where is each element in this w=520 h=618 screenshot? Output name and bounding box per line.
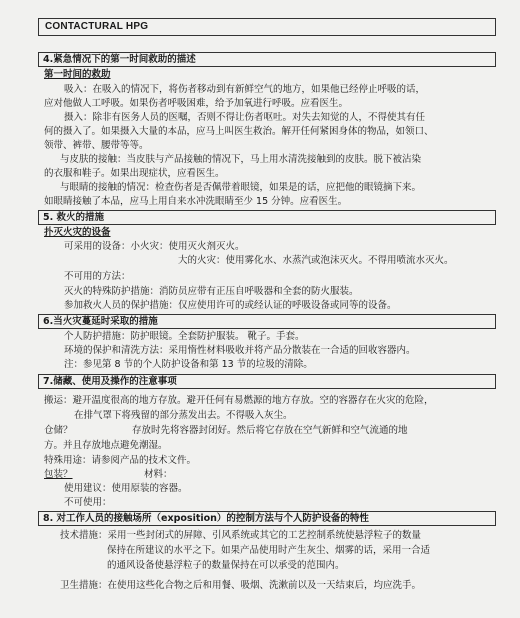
s7-line-3-label: 仓储？	[44, 425, 73, 436]
s4-line-4: 何的摄入了。如果摄入大量的本品，应马上叫医生救治。解开任何紧困身体的物品，如领口、	[44, 126, 434, 137]
s4-line-2: 应对他做人工呼吸。如果伤者呼吸困难，给予加氧进行呼吸。应看医生。	[44, 98, 349, 109]
section-4-subtitle: 第一时间的救助	[44, 69, 111, 80]
s8-line-3: 的通风设备使悬浮粒子的数量保持在可以承受的范围内。	[107, 560, 345, 571]
s5-line-2: 大的火灾：使用雾化水、水蒸汽或泡沫灭火。不得用喷流水灭火。	[178, 255, 454, 266]
s7-line-5: 特殊用途：请参阅产品的技术文件。	[44, 455, 197, 466]
document-header: CONTACTURAL HPG	[38, 18, 496, 36]
s4-line-3: 摄入：除非有医务人员的医嘱，否则不得让伤者呕吐。对失去知觉的人，不得使其有任	[64, 112, 426, 123]
s7-line-4: 方。并且存放地点避免潮湿。	[44, 440, 168, 451]
s8-line-2: 保持在所建议的水平之下。如果产品使用时产生灰尘、烟雾的话，采用一合适	[107, 545, 431, 556]
s5-line-4: 灭火的特殊防护措施：消防员应带有正压自呼吸器和全套的防火服装。	[64, 286, 359, 297]
s7-line-3-text: 存放时先将容器封闭好。然后将它存放在空气新鲜和空气流通的地	[132, 425, 408, 436]
s5-line-5: 参加救火人员的保护措施：仅应使用许可的或经认证的呼吸设备或同等的设备。	[64, 300, 397, 311]
s7-line-7: 使用建议：使用原装的容器。	[64, 483, 188, 494]
s4-line-7: 的衣服和鞋子。如果出现症状，应看医生。	[44, 168, 225, 179]
section-8-title: 8. 对工作人员的接触场所（exposition）的控制方法与个人防护设备的特性	[38, 511, 496, 526]
s7-materials-label: 材料：	[144, 469, 173, 480]
s4-line-1: 吸入：在吸入的情况下，将伤者移动到有新鲜空气的地方，如果他已经停止呼吸的话，	[64, 84, 426, 95]
s4-line-8: 与眼睛的接触的情况：检查伤者是否佩带着眼镜，如果是的话，应把他的眼镜摘下来。	[60, 182, 422, 193]
section-6-title: 6.当火灾蔓延时采取的措施	[38, 314, 496, 329]
s6-line-2: 环境的保护和清洗方法：采用惰性材料吸收并将产品分散装在一合适的回收容器内。	[64, 345, 416, 356]
section-5-subtitle: 扑灭火灾的设备	[44, 227, 111, 238]
s8-line-4: 卫生措施：在使用这些化合物之后和用餐、吸烟、洗漱前以及一天结束后，均应洗手。	[60, 580, 422, 591]
s4-line-9: 如眼睛接触了本品，应马上用自来水冲洗眼睛至少 15 分钟。应看医生。	[44, 196, 348, 207]
s4-line-5: 领带、裤带、腰带等等。	[44, 140, 149, 151]
section-4-title: 4.紧急情况下的第一时间救助的描述	[38, 52, 496, 67]
s5-line-1: 可采用的设备：小火灾：使用灭火剂灭火。	[64, 241, 245, 252]
s7-packaging-label: 包装？	[44, 469, 73, 480]
s7-line-1: 搬运：避开温度很高的地方存放。避开任何有易燃源的地方存放。空的容器存在火灾的危险，	[44, 395, 434, 406]
s5-line-3: 不可用的方法：	[64, 271, 131, 282]
section-5-title: 5. 救火的措施	[38, 210, 496, 225]
s6-line-1: 个人防护措施：防护眼镜。全套防护服装。 靴子。手套。	[64, 331, 305, 342]
section-7-title: 7.储藏、使用及操作的注意事项	[38, 374, 496, 389]
s7-line-2: 在排气罩下将残留的部分蒸发出去。不得吸入灰尘。	[74, 410, 293, 421]
s4-line-6: 与皮肤的接触：当皮肤与产品接触的情况下，马上用水清洗接触到的皮肤。脱下被沾染	[60, 154, 422, 165]
s7-line-8: 不可使用：	[64, 497, 112, 508]
s8-line-1: 技术措施：采用一些封闭式的屏障、引风系统或其它的工艺控制系统使悬浮粒子的数量	[60, 530, 422, 541]
s6-line-3: 注：参见第 8 节的个人防护设备和第 13 节的垃圾的清除。	[64, 359, 313, 370]
